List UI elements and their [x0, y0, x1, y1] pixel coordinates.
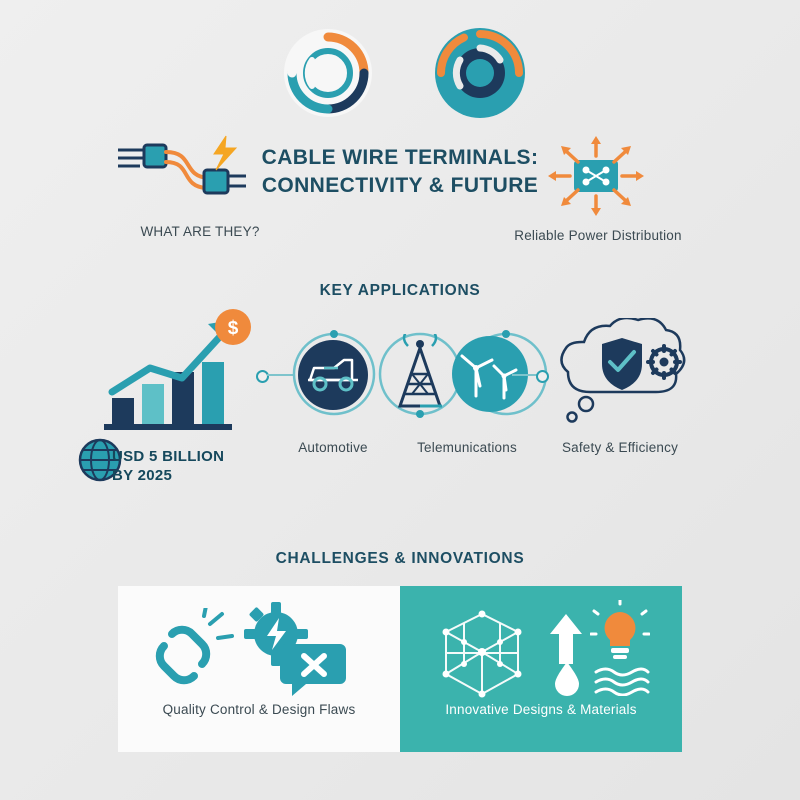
telecommunications-caption: Telemunications [417, 440, 517, 455]
car-icon [294, 338, 372, 412]
shield-gear-thought-icon [546, 318, 694, 430]
quality-control-caption: Quality Control & Design Flaws [162, 702, 356, 717]
connector-line-left [267, 374, 293, 376]
reliable-power-distribution-caption: Reliable Power Distribution [514, 228, 682, 243]
page-title-line1: CABLE WIRE TERMINALS: [261, 146, 539, 169]
power-distribution-node-icon [540, 134, 652, 218]
innovative-designs-caption: Innovative Designs & Materials [445, 702, 637, 717]
connector-line-right [512, 374, 538, 376]
broken-chain-icon [142, 608, 238, 700]
ring-chart-icon-right [424, 26, 536, 120]
svg-text:$: $ [227, 318, 239, 339]
market-value-label [112, 448, 280, 486]
dollar-coin-icon [212, 306, 254, 348]
challenges-innovations-heading: CHALLENGES & INNOVATIONS [275, 550, 525, 567]
molecular-lattice-icon [426, 606, 538, 702]
market-value-line1: USD 5 BILLION [112, 448, 225, 465]
water-drop-icon [552, 660, 582, 696]
quality-control-panel[interactable] [118, 586, 400, 752]
innovative-designs-panel[interactable] [400, 586, 682, 752]
key-applications-heading: KEY APPLICATIONS [319, 282, 481, 299]
ring-chart-icon-left [272, 26, 384, 120]
automotive-caption: Automotive [298, 440, 368, 455]
safety-efficiency-caption: Safety & Efficiency [561, 440, 679, 455]
error-cross-speech-bubble-icon [278, 638, 350, 700]
lightbulb-icon [590, 600, 650, 664]
market-value-line2: BY 2025 [112, 466, 173, 484]
what-are-they-caption: WHAT ARE THEY? [140, 224, 260, 239]
cable-connector-icon [110, 132, 250, 204]
page-title-line2: CONNECTIVITY & FUTURE [261, 173, 539, 197]
connector-dot-left [256, 370, 269, 383]
wave-lines-icon [594, 666, 650, 696]
